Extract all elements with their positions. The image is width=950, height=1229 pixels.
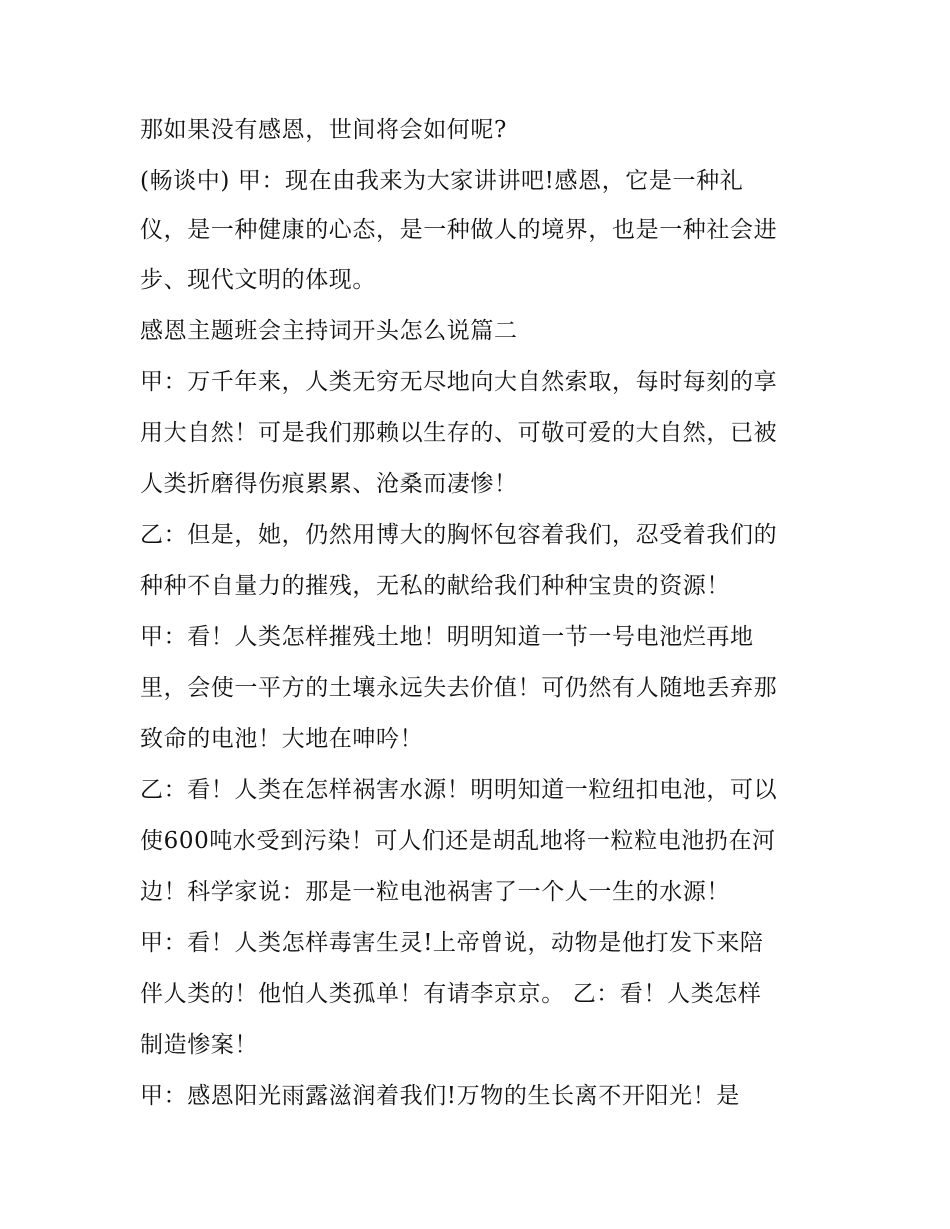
text-line: 里，会使一平方的土壤永远失去价值！可仍然有人随地丢弃那 — [140, 675, 778, 701]
text-line: 使600吨水受到污染！可人们还是胡乱地将一粒粒电池扔在河 — [140, 828, 776, 854]
section-heading: 感恩主题班会主持词开头怎么说篇二 — [140, 318, 518, 344]
text-line: 甲：万千年来，人类无穷无尽地向大自然索取，每时每刻的享 — [140, 369, 778, 395]
text-line: 步、现代文明的体现。 — [140, 267, 376, 293]
text-line: 致命的电池！大地在呻吟！ — [140, 726, 424, 752]
text-line: 那如果没有感恩，世间将会如何呢? — [140, 117, 507, 143]
text-line: 甲：看！人类怎样摧残土地！明明知道一节一号电池烂再地 — [140, 624, 754, 650]
text-line: 伴人类的！他怕人类孤单！有请李京京。 乙：看！人类怎样 — [140, 981, 762, 1007]
text-line: 用大自然！可是我们那赖以生存的、可敬可爱的大自然，已被 — [140, 420, 778, 446]
text-line: 边！科学家说：那是一粒电池祸害了一个人一生的水源！ — [140, 879, 730, 905]
text-line: (畅谈中) 甲：现在由我来为大家讲讲吧!感恩，它是一种礼 — [140, 168, 744, 194]
text-line: 乙：看！人类在怎样祸害水源！明明知道一粒纽扣电池，可以 — [140, 777, 778, 803]
text-line: 制造惨案！ — [140, 1032, 258, 1058]
text-line: 仪，是一种健康的心态，是一种做人的境界，也是一种社会进 — [140, 217, 778, 243]
text-line: 种种不自量力的摧残，无私的献给我们种种宝贵的资源！ — [140, 573, 730, 599]
text-line: 甲：感恩阳光雨露滋润着我们!万物的生长离不开阳光！是 — [140, 1083, 740, 1109]
text-line: 人类折磨得伤痕累累、沧桑而凄惨！ — [140, 471, 518, 497]
text-line: 乙：但是，她，仍然用博大的胸怀包容着我们，忍受着我们的 — [140, 522, 778, 548]
text-line: 甲：看！人类怎样毒害生灵!上帝曾说，动物是他打发下来陪 — [140, 930, 764, 956]
